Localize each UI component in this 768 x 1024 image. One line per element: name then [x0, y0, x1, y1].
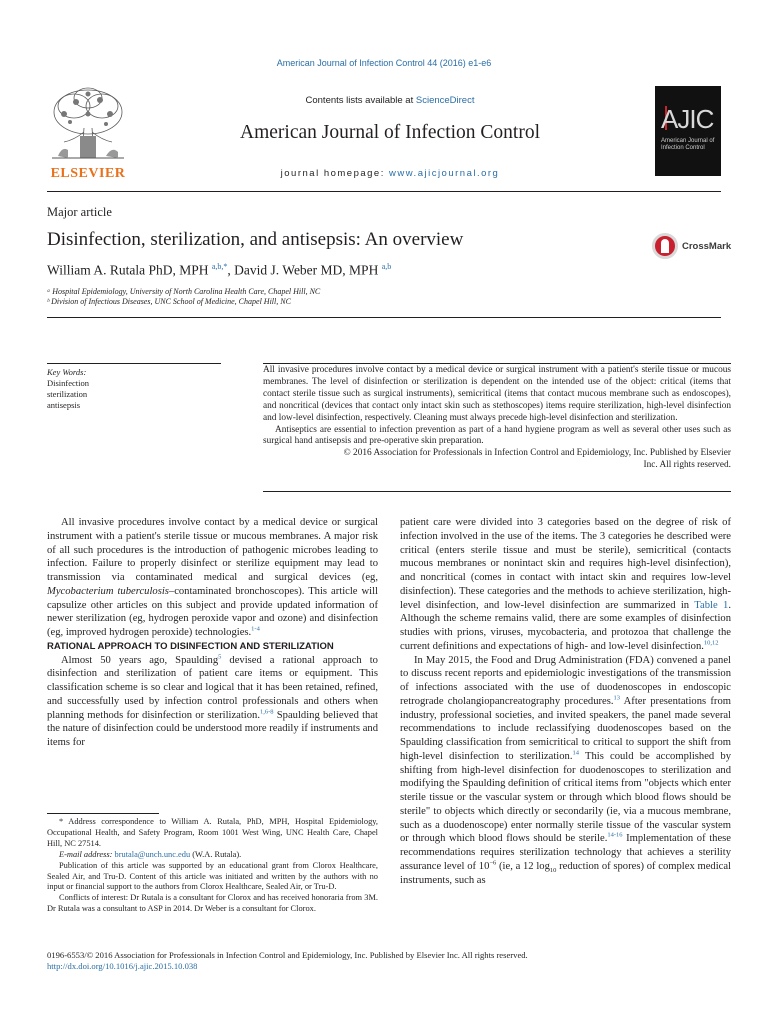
section-heading: RATIONAL APPROACH TO DISINFECTION AND STERILIZATION: [47, 640, 334, 652]
reference-link[interactable]: 14-16: [607, 831, 623, 839]
tree-logo-icon: [44, 84, 132, 164]
affiliation-a: ᵃ Hospital Epidemiology, University of North Carolina Health Care, Chapel Hill, NC: [47, 287, 321, 296]
keyword: Disinfection: [47, 378, 90, 388]
exponent: −6: [489, 859, 497, 867]
body-paragraph: patient care were divided into 3 categories based on the degree of risk of infection involved in the use of the items. The 3 categories he described were critical (enters sterile tissue and must be sterile), semicritical (contacts mucous membranes or nonintact skin and requires high-level disinfection), and noncritical (comes in contact with intact skin and requires low-level disinfection). These categories and the methods to achieve sterilization, high-level disinfection, and low-level disinfection are summarized in Table 1. Although the scheme remains valid, there are some examples of disinfection studies with prions, viruses, mycobacteria, and protozoa that challenge the current definitions and expectations of high- and low-level disinfection.$^{10,12}$: [400, 517, 731, 652]
crossmark-icon: [652, 233, 678, 259]
header-bottom-rule: [47, 191, 721, 192]
abstract-copyright-2: Inc. All rights reserved.: [643, 460, 731, 471]
reference-link[interactable]: 13: [613, 694, 620, 702]
reference-link[interactable]: 1,6-8: [260, 707, 274, 715]
cover-subtitle: American Journal of Infection Control: [661, 138, 715, 151]
author-2-affil[interactable]: a,b: [381, 262, 392, 271]
sciencedirect-link[interactable]: ScienceDirect: [415, 95, 475, 106]
keyword: antisepsis: [47, 400, 81, 410]
article-title: Disinfection, sterilization, and antisepsis: An overview: [47, 229, 464, 250]
abstract-copyright: © 2016 Association for Professionals in Infection Control and Epidemiology, Inc. Published by Elsevier: [343, 448, 731, 459]
reference-link[interactable]: 1-4: [251, 625, 260, 633]
journal-cover-thumbnail: [655, 86, 721, 176]
reference-link[interactable]: 5: [218, 652, 222, 660]
footnotes: [47, 817, 378, 915]
head-divider: [47, 317, 721, 318]
body-paragraph: In May 2015, the Food and Drug Administration (FDA) convened a panel to discuss recent reports and epidemiologic investigations of the transmission of infections associated with the use of duodenoscopes in endoscopic retrograde cholangiopancreatography procedures.$^{13}$ After presentations from industry, professional societies, and invited speakers, the panel made several recommendations to include reclassifying duodenoscopes based on the Spaulding classification from semicritical to critical to support the shift from high-level disinfection to sterilization.$^{14}$ This could be accomplished by shifting from high-level disinfection for duodenoscopes to sterilization and modifying the Spaulding definition of critical items from "objects which enter sterile tissue or the vascular system or through which blood flows should be sterile" to objects which directly or secondarily (ie, via a mucous membrane, such as a duodenoscope) enter normally sterile tissue of the vascular system or through which blood flows should be sterile.$^{14-16}$ Implementation of these recommendations requires sterilization technology that achieves a sterility assurance level of $10^{-6}$ (ie, a 12 $\log_{10}$ reduction of spores) of complex medical instruments, such as: [400, 654, 732, 886]
body-column-right: [400, 516, 731, 887]
email-link[interactable]: brutala@unch.unc.edu: [114, 849, 191, 859]
journal-homepage: [132, 168, 648, 179]
footnote-rule: [47, 813, 159, 814]
page-footer: [47, 950, 528, 972]
footnote-conflicts: Conflicts of interest: Dr Rutala is a consultant for Clorox and has received honoraria from 3M. Dr Rutala was a consultant to ASP in 2014. Dr Weber is a consultant for Clorox.: [47, 893, 378, 914]
author-1: William A. Rutala PhD, MPH: [47, 262, 212, 278]
reference-link[interactable]: 14: [572, 749, 579, 757]
contents-prefix: Contents lists available at: [305, 95, 416, 106]
affiliation-b: ᵇ Division of Infectious Diseases, UNC School of Medicine, Chapel Hill, NC: [47, 297, 291, 306]
author-1-affil[interactable]: a,b,*: [211, 262, 228, 271]
body-paragraph: All invasive procedures involve contact by a medical device or surgical instrument with a patient's sterile tissue or mucous membranes. A major risk of all such procedures is the introduction of pathogenic microbes leading to infection. Failure to properly disinfect or sterilize equipment may lead to transmission via contaminated medical and surgical devices (eg, Mycobacterium tuberculosis–contaminated bronchoscopes). This article will capsulize other articles on this subject and provide updated information of newer sterilization (eg, hydrogen peroxide vapor and ozone) and disinfection (eg, improved hydrogen peroxide) technologies.$^{1-4}$: [47, 517, 378, 638]
journal-citation[interactable]: [0, 58, 768, 68]
keywords-label: Key Words:: [47, 367, 87, 377]
abstract-paragraph: All invasive procedures involve contact by a medical device or surgical instrument with a patient's sterile tissue or mucous membranes. The level of disinfection or sterilization is dependent on the intended use of the object: critical (items that contact sterile tissue such as surgical instruments), semicritical (items that contact mucous membrane such as endoscopes), and noncritical (devices that contact only intact skin such as stethoscopes) items require sterilization, high-level disinfection and low-level disinfection, respectively. Cleaning must always precede high-level disinfection and sterilization.: [263, 365, 731, 423]
log-base: 10: [549, 866, 557, 874]
doi-link[interactable]: http://dx.doi.org/10.1016/j.ajic.2015.10.038: [47, 961, 198, 971]
homepage-link[interactable]: www.ajicjournal.org: [389, 168, 500, 179]
publisher-logo-text: ELSEVIER: [50, 166, 126, 181]
citation-link[interactable]: American Journal of Infection Control 44 (2016) e1-e6: [276, 58, 492, 68]
email-label: E-mail address:: [59, 849, 115, 859]
body-paragraph: Almost 50 years ago, Spaulding$^5$ devised a rational approach to disinfection and sterilization of patient care items or equipment. This classification scheme is so clear and logical that it has been retained, refined, and successfully used by infection control professionals and others when planning methods for disinfection or sterilization.$^{1,6-8}$ Spaulding believed that the nature of disinfection could be understood more readily if instruments and items for: [47, 652, 378, 748]
footnote-correspondence: * Address correspondence to William A. Rutala, PhD, MPH, Hospital Epidemiology, Occupational Health, and Safety Program, Room 1001 West Wing, UNC Health Care, Chapel Hill, NC 27514.: [47, 817, 378, 848]
abstract-paragraph: Antiseptics are essential to infection prevention as part of a hand hygiene program as well as several other uses such as surgical hand antisepsis and pre-operative skin preparation.: [263, 424, 731, 447]
author-list: [47, 262, 391, 279]
homepage-label: journal homepage:: [280, 168, 389, 179]
author-2: , David J. Weber MD, MPH: [227, 262, 382, 278]
keywords-top-rule: [47, 363, 221, 364]
cover-brand: AJIC: [661, 104, 714, 134]
journal-title: American Journal of Infection Control: [240, 122, 540, 143]
keyword: sterilization: [47, 389, 88, 399]
keywords-list: [47, 378, 89, 411]
article-type: Major article: [47, 205, 112, 219]
crossmark-badge[interactable]: [652, 233, 742, 261]
issn-line: 0196-6553/© 2016 Association for Professionals in Infection Control and Epidemiology, Inc. Published by Elsevier Inc. All rights reserved.: [47, 950, 528, 960]
abstract-top-rule: [263, 363, 731, 364]
footnote-email: E-mail address: brutala@unch.unc.edu (W.A. Rutala).: [59, 849, 242, 859]
crossmark-label: CrossMark: [682, 241, 732, 252]
reference-link[interactable]: 10,12: [703, 639, 719, 647]
abstract: [263, 365, 731, 472]
contents-line: [132, 95, 648, 106]
abstract-bottom-rule: [263, 491, 731, 492]
italic-organism: Mycobacterium tuberculosis: [47, 585, 169, 597]
footnote-funding: Publication of this article was supported by an educational grant from Clorox Healthcare, Sealed Air, and Tru-D. Content of this article was initiated and written by the authors with no input or financial support to the authors from Clorox Healthcare, Sealed Air, or Tru-D.: [47, 860, 378, 892]
table-1-link[interactable]: Table 1: [694, 599, 729, 611]
body-column-left: [47, 516, 378, 750]
